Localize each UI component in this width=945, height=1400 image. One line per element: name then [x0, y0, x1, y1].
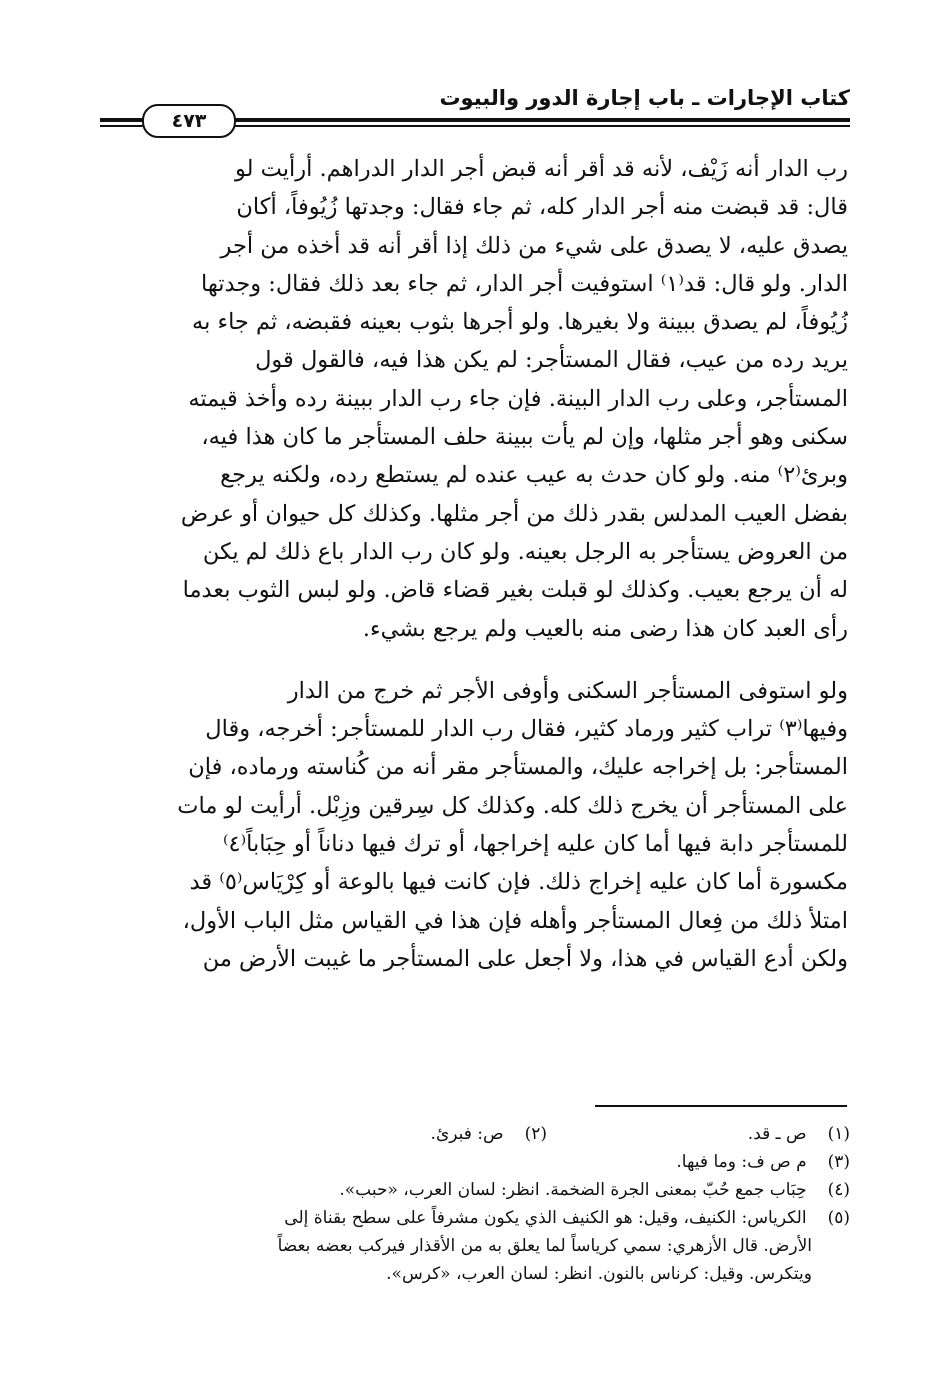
text-line: يريد رده من عيب، فقال المستأجر: لم يكن هذا فيه، فالقول قول	[255, 347, 848, 374]
footnote-number: (٥)	[827, 1208, 850, 1228]
text-line: من العروض يستأجر به الرجل بعينه. ولو كان رب الدار باع ذلك لم يكن	[202, 538, 848, 565]
footnote-text: الكرياس: الكنيف، وقيل: هو الكنيف الذي يكون مشرفاً على سطح بقناة إلى	[284, 1208, 807, 1228]
footnote-text: ص: فبرئ.	[430, 1124, 504, 1144]
footnote-number: (٢)	[524, 1124, 547, 1144]
text-line: بفضل العيب المدلس بقدر ذلك من أجر مثلها. وكذلك كل حيوان أو عرض	[180, 500, 848, 527]
text-line: وفيها⁽٣⁾ تراب كثير ورماد كثير، فقال رب الدار للمستأجر: أخرجه، وقال	[205, 716, 848, 743]
running-title: كتاب الإجارات ـ باب إجارة الدور والبيوت	[439, 86, 850, 110]
footnote-row	[100, 1204, 850, 1232]
text-line: للمستأجر دابة فيها أما كان عليه إخراجها، أو ترك فيها دناناً أو حِبَاباً⁽٤⁾	[222, 831, 848, 858]
footnote-number: (١)	[827, 1124, 850, 1144]
footnote-continuation: ويتكرس. وقيل: كرناس بالنون. انظر: لسان العرب، «كرس».	[386, 1264, 812, 1284]
paragraph-2	[100, 672, 848, 978]
text-line: سكنى وهو أجر مثلها، وإن لم يأت ببينة حلف المستأجر ما كان هذا فيه،	[201, 424, 848, 451]
footnote-continuation: الأرض. قال الأزهري: سمي كرياساً لما يعلق به من الأقذار فيركب بعضه بعضاً	[277, 1236, 812, 1256]
footnote-text: م ص ف: وما فيها.	[676, 1152, 807, 1172]
footnote-row	[100, 1120, 850, 1148]
page-header	[100, 84, 850, 134]
text-line: ولكن أدع القياس في هذا، ولا أجعل على المستأجر ما غيبت الأرض من	[202, 945, 848, 972]
footnote-row	[100, 1148, 850, 1176]
main-text	[100, 150, 848, 978]
footnote-text: حِبَاب جمع حُبّ بمعنى الجرة الضخمة. انظر: لسان العرب، «حبب».	[339, 1180, 807, 1200]
footnote-number: (٣)	[827, 1152, 850, 1172]
text-line: زُيُوفاً، لم يصدق ببينة ولا بغيرها. ولو أجرها بثوب بعينه فقبضه، ثم جاء به	[192, 309, 848, 336]
text-line: له أن يرجع بعيب. وكذلك لو قبلت بغير قضاء قاض. ولو لبس الثوب بعدما	[182, 577, 848, 604]
page-number: ٤٧٣	[142, 104, 236, 138]
text-line: المستأجر: بل إخراجه عليك، والمستأجر مقر أنه من كُناسته ورماده، فإن	[188, 754, 848, 781]
footnotes	[100, 1120, 850, 1288]
text-line: مكسورة أما كان عليه إخراج ذلك. فإن كانت فيها بالوعة أو كِرْيَاس⁽٥⁾ قد	[189, 869, 848, 896]
text-line: رب الدار أنه زَيْف، لأنه قد أقر أنه قبض أجر الدار الدراهم. أرأيت لو	[235, 156, 848, 182]
paragraph-1	[100, 150, 848, 648]
text-line: قال: قد قبضت منه أجر الدار كله، ثم جاء فقال: وجدتها زُيُوفاً، أكان	[236, 194, 848, 221]
footnote-separator	[595, 1105, 847, 1107]
text-line: ولو استوفى المستأجر السكنى وأوفى الأجر ثم خرج من الدار	[287, 677, 848, 704]
footnote-row	[100, 1176, 850, 1204]
footnote-text: ص ـ قد.	[747, 1124, 807, 1144]
text-line: الدار. ولو قال: قد⁽١⁾ استوفيت أجر الدار، ثم جاء بعد ذلك فقال: وجدتها	[201, 270, 848, 297]
text-line: امتلأ ذلك من فِعال المستأجر وأهله فإن هذا في القياس مثل الباب الأول،	[182, 907, 848, 934]
text-line: المستأجر، وعلى رب الدار البينة. فإن جاء رب الدار ببينة رده وأخذ قيمته	[188, 385, 848, 412]
text-line: يصدق عليه، لا يصدق على شيء من ذلك إذا أقر أنه قد أخذه من أجر	[220, 232, 848, 259]
footnote-number: (٤)	[827, 1180, 850, 1200]
text-line: وبرئ⁽٢⁾ منه. ولو كان حدث به عيب عنده لم يستطع رده، ولكنه يرجع	[220, 462, 848, 489]
text-line: رأى العبد كان هذا رضى منه بالعيب ولم يرجع بشيء.	[362, 615, 848, 642]
text-line: على المستأجر أن يخرج ذلك كله. وكذلك كل سِرقين وزِبْل. أرأيت لو مات	[177, 792, 848, 819]
